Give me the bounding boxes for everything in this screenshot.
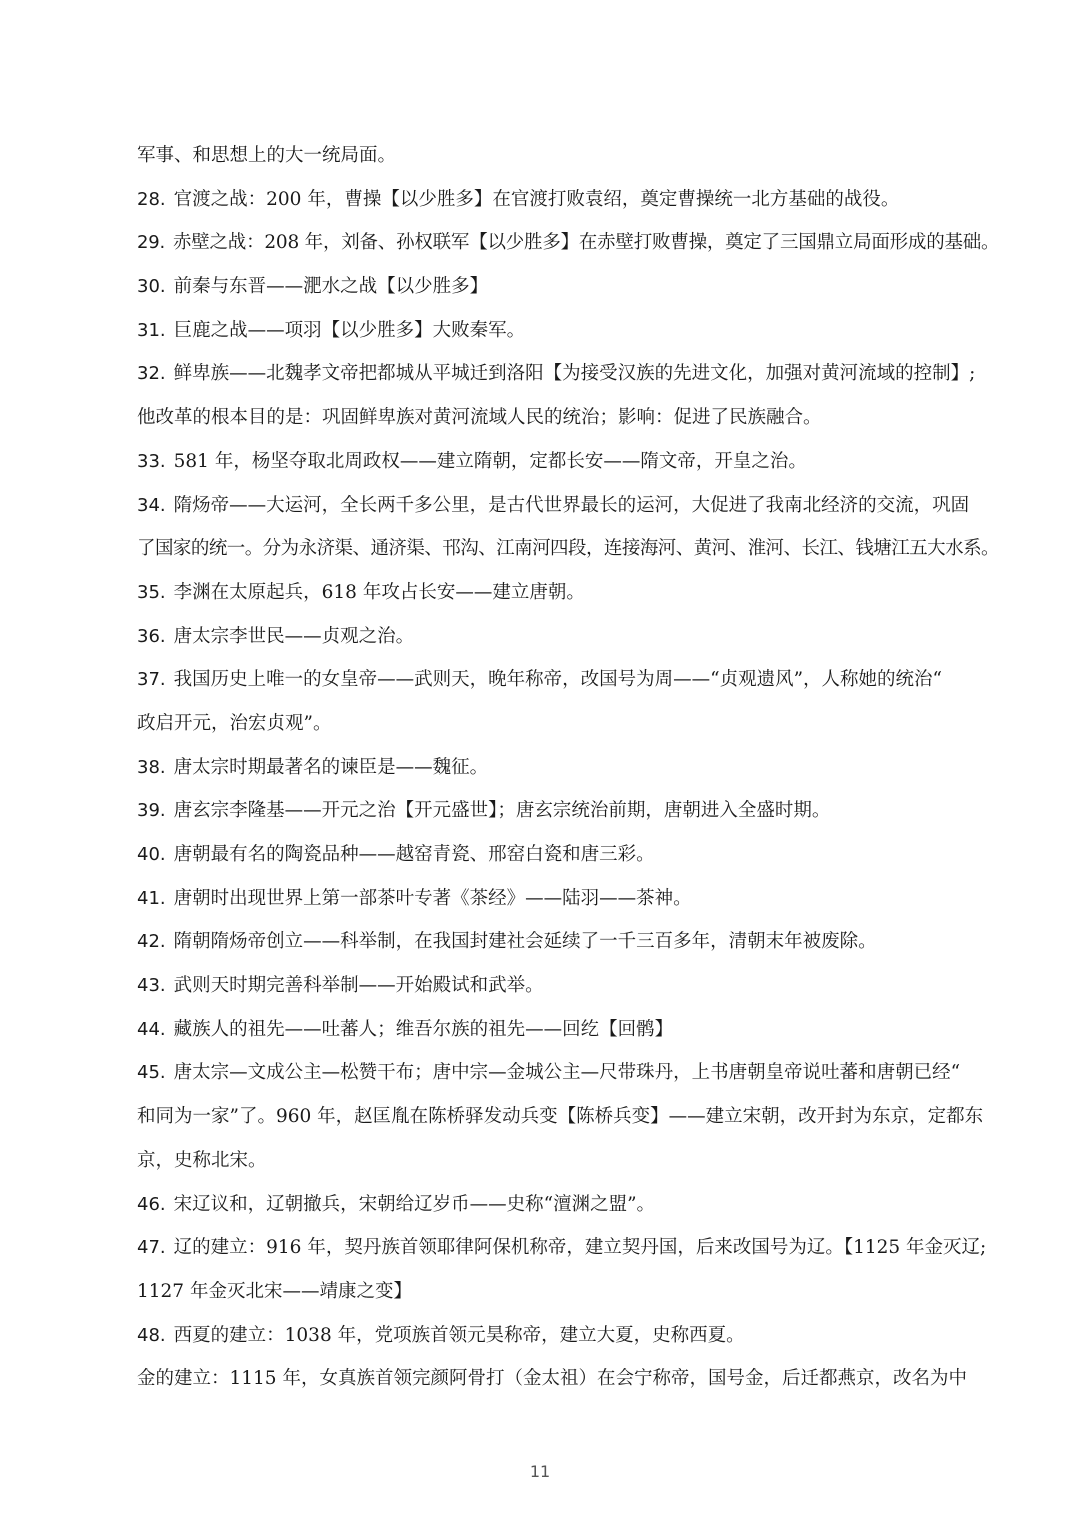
text-line	[137, 1270, 999, 1314]
item-number: 38.	[137, 756, 166, 778]
line-text: 1127 年金灭北宋——靖康之变】	[137, 1280, 412, 1302]
line-text: 唐玄宗李隆基——开元之治【开元盛世】；唐玄宗统治前期，唐朝进入全盛时期。	[173, 800, 831, 822]
text-line	[137, 221, 999, 265]
text-line	[137, 1183, 999, 1227]
line-text: 了国家的统一。分为永济渠、通济渠、邗沟、江南河四段，连接海河、黄河、淮河、长江、钱塘江五大水系。	[137, 538, 999, 560]
line-text: 藏族人的祖先——吐蕃人；维吾尔族的祖先——回纥【回鹘】	[173, 1018, 674, 1040]
line-text: 李渊在太原起兵，618 年攻占长安——建立唐朝。	[173, 581, 585, 603]
line-text: 辽的建立：916 年，契丹族首领耶律阿保机称帝，建立契丹国，后来改国号为辽。【1125 年金灭辽;	[173, 1237, 987, 1259]
text-line	[137, 1095, 999, 1139]
line-text: 巨鹿之战——项羽【以少胜多】大败秦军。	[173, 319, 526, 341]
item-number: 29.	[137, 232, 165, 254]
text-line	[137, 1051, 999, 1095]
text-line	[137, 352, 999, 396]
item-number: 31.	[137, 319, 166, 341]
text-line	[137, 178, 999, 222]
item-number: 34.	[137, 494, 166, 516]
item-number: 43.	[137, 975, 166, 997]
item-number: 36.	[137, 625, 166, 647]
item-number: 48.	[137, 1324, 166, 1346]
text-line	[137, 571, 999, 615]
text-line	[137, 134, 999, 178]
item-number: 44.	[137, 1018, 166, 1040]
page-number: 11	[529, 1462, 551, 1481]
text-line	[137, 702, 999, 746]
line-text: 军事、和思想上的大一统局面。	[137, 145, 397, 166]
line-text: 鲜卑族——北魏孝文帝把都城从平城迁到洛阳【为接受汉族的先进文化，加强对黄河流域的控制】;	[173, 363, 976, 385]
line-text: 官渡之战：200 年，曹操【以少胜多】在官渡打败袁绍，奠定曹操统一北方基础的战役。	[173, 188, 900, 210]
line-text: 唐太宗—文成公主—松赞干布；唐中宗—金城公主—尺带珠丹，上书唐朝皇帝说吐蕃和唐朝已经“	[173, 1062, 961, 1084]
line-text: 唐朝最有名的陶瓷品种——越窑青瓷、邢窑白瓷和唐三彩。	[173, 844, 655, 865]
line-text: 金的建立：1115 年，女真族首领完颜阿骨打（金太祖）在会宁称帝，国号金，后迁都燕京，改名为中	[137, 1368, 967, 1390]
text-line	[137, 658, 999, 702]
text-line	[137, 309, 999, 353]
line-text: 我国历史上唯一的女皇帝——武则天，晚年称帝，改国号为周——“贞观遗风”，人称她的统治“	[173, 669, 943, 691]
line-text: 政启开元，治宏贞观”。	[137, 712, 332, 734]
line-text: 西夏的建立：1038 年，党项族首领元昊称帝，建立大夏，史称西夏。	[173, 1324, 745, 1346]
line-text: 前秦与东晋——淝水之战【以少胜多】	[173, 276, 489, 298]
item-number: 46.	[137, 1193, 166, 1215]
text-line	[137, 964, 999, 1008]
item-number: 39.	[137, 800, 166, 822]
item-number: 35.	[137, 581, 166, 603]
line-text: 隋朝隋炀帝创立——科举制，在我国封建社会延续了一千三百多年，清朝末年被废除。	[173, 931, 877, 953]
item-number: 28.	[137, 188, 166, 210]
line-text: 武则天时期完善科举制——开始殿试和武举。	[173, 975, 544, 997]
text-line	[137, 1314, 999, 1358]
line-text: 他改革的根本目的是：巩固鲜卑族对黄河流域人民的统治；影响：促进了民族融合。	[137, 407, 822, 429]
text-line	[137, 877, 999, 921]
text-line	[137, 1139, 999, 1183]
item-number: 42.	[137, 931, 166, 953]
line-text: 和同为一家”了。960 年，赵匡胤在陈桥驿发动兵变【陈桥兵变】——建立宋朝，改开封为东京，定都东	[137, 1106, 984, 1128]
text-line	[137, 440, 999, 484]
item-number: 30.	[137, 276, 166, 298]
text-line	[137, 396, 999, 440]
text-line	[137, 789, 999, 833]
line-text: 隋炀帝——大运河，全长两千多公里，是古代世界最长的运河，大促进了我南北经济的交流，巩固	[173, 494, 970, 516]
line-text: 581 年，杨坚夺取北周政权——建立隋朝，定都长安——隋文帝，开皇之治。	[173, 450, 807, 472]
line-text: 唐太宗时期最著名的谏臣是——魏征。	[173, 756, 489, 778]
text-line	[137, 1357, 999, 1401]
line-text: 唐朝时出现世界上第一部茶叶专著《茶经》——陆羽——茶神。	[173, 887, 692, 909]
text-line	[137, 1226, 999, 1270]
text-line	[137, 527, 999, 571]
text-line	[137, 746, 999, 790]
text-line	[137, 833, 999, 877]
line-text: 赤壁之战：208 年，刘备、孙权联军【以少胜多】在赤壁打败曹操，奠定了三国鼎立局面形成的基础。	[172, 232, 1000, 254]
item-number: 40.	[137, 844, 166, 865]
text-line	[137, 265, 999, 309]
item-number: 45.	[137, 1062, 166, 1084]
line-text: 宋辽议和，辽朝撤兵，宋朝给辽岁币——史称“澶渊之盟”。	[173, 1193, 656, 1215]
body-text	[137, 134, 999, 1401]
item-number: 33.	[137, 450, 166, 472]
text-line	[137, 615, 999, 659]
text-line	[137, 1008, 999, 1052]
item-number: 47.	[137, 1237, 166, 1259]
item-number: 37.	[137, 669, 166, 691]
line-text: 唐太宗李世民——贞观之治。	[173, 625, 415, 647]
item-number: 41.	[137, 887, 166, 909]
item-number: 32.	[137, 363, 166, 385]
line-text: 京，史称北宋。	[137, 1149, 267, 1171]
text-line	[137, 920, 999, 964]
text-line	[137, 484, 999, 528]
